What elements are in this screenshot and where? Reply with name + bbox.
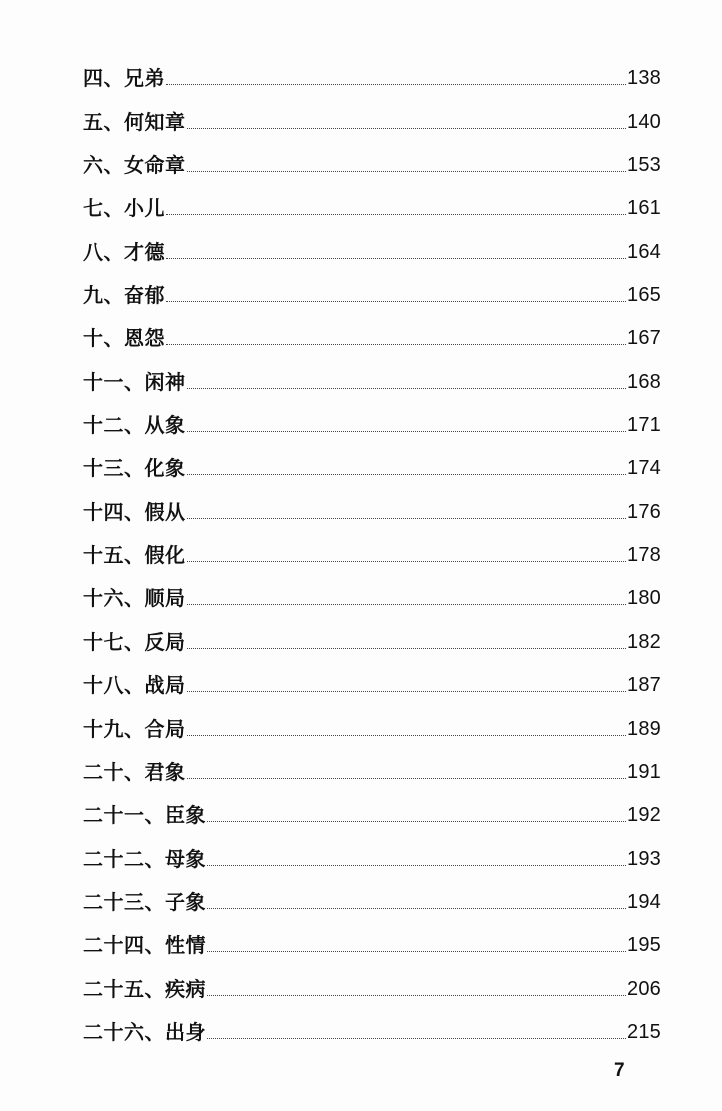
- toc-entry-page-number: 180: [627, 587, 661, 610]
- toc-entry-title: 十八、战局: [83, 673, 186, 698]
- toc-entry-title: 十三、化象: [83, 456, 186, 481]
- toc-entry-page-number: 171: [627, 414, 661, 437]
- toc-entry-title: 二十、君象: [83, 759, 186, 784]
- toc-entry-page-number: 167: [627, 327, 661, 350]
- toc-entry: [83, 1007, 661, 1050]
- dot-leader: [207, 951, 626, 952]
- toc-entry-page-number: 153: [627, 154, 661, 177]
- toc-entry-page-number: 165: [627, 284, 661, 307]
- toc-entry: [83, 616, 661, 659]
- toc-entry-title: 五、何知章: [83, 109, 186, 134]
- toc-entry: [83, 833, 661, 876]
- toc-entry-title: 十五、假化: [83, 543, 186, 568]
- toc-entry-title: 九、奋郁: [83, 283, 165, 308]
- table-of-contents: [83, 53, 661, 1050]
- toc-entry-title: 十六、顺局: [83, 586, 186, 611]
- toc-entry: [83, 660, 661, 703]
- toc-entry-title: 十、恩怨: [83, 326, 165, 351]
- dot-leader: [187, 604, 627, 605]
- toc-entry-page-number: 192: [627, 804, 661, 827]
- toc-entry-page-number: 195: [627, 934, 661, 957]
- toc-entry-title: 六、女命章: [83, 153, 186, 178]
- toc-entry: [83, 356, 661, 399]
- dot-leader: [187, 474, 627, 475]
- dot-leader: [187, 388, 627, 389]
- dot-leader: [187, 691, 627, 692]
- toc-entry-page-number: 193: [627, 847, 661, 870]
- toc-entry-title: 十七、反局: [83, 629, 186, 654]
- dot-leader: [187, 518, 627, 519]
- dot-leader: [187, 171, 627, 172]
- toc-entry-page-number: 161: [627, 197, 661, 220]
- toc-entry: [83, 877, 661, 920]
- toc-entry-page-number: 178: [627, 544, 661, 567]
- dot-leader: [187, 778, 627, 779]
- toc-entry: [83, 790, 661, 833]
- dot-leader: [207, 995, 626, 996]
- toc-entry: [83, 400, 661, 443]
- toc-entry-title: 二十三、子象: [83, 889, 206, 914]
- toc-entry-page-number: 189: [627, 717, 661, 740]
- toc-entry-title: 八、才德: [83, 239, 165, 264]
- toc-entry: [83, 486, 661, 529]
- toc-entry-page-number: 164: [627, 240, 661, 263]
- dot-leader: [207, 865, 626, 866]
- toc-entry: [83, 530, 661, 573]
- toc-entry: [83, 920, 661, 963]
- toc-entry: [83, 703, 661, 746]
- toc-entry: [83, 53, 661, 96]
- toc-entry: [83, 140, 661, 183]
- dot-leader: [187, 128, 627, 129]
- dot-leader: [187, 431, 627, 432]
- toc-entry-title: 四、兄弟: [83, 66, 165, 91]
- toc-entry: [83, 443, 661, 486]
- dot-leader: [166, 84, 626, 85]
- dot-leader: [166, 301, 626, 302]
- toc-entry: [83, 270, 661, 313]
- toc-entry: [83, 963, 661, 1006]
- toc-entry: [83, 96, 661, 139]
- toc-entry-title: 二十一、臣象: [83, 803, 206, 828]
- toc-entry-page-number: 187: [627, 674, 661, 697]
- toc-entry-title: 十四、假从: [83, 499, 186, 524]
- dot-leader: [207, 908, 626, 909]
- toc-entry: [83, 313, 661, 356]
- dot-leader: [187, 735, 627, 736]
- toc-entry: [83, 226, 661, 269]
- dot-leader: [166, 258, 626, 259]
- toc-entry-title: 十一、闲神: [83, 369, 186, 394]
- toc-entry-page-number: 191: [627, 760, 661, 783]
- toc-entry-title: 十九、合局: [83, 716, 186, 741]
- toc-entry-page-number: 182: [627, 630, 661, 653]
- dot-leader: [207, 1038, 626, 1039]
- page-number: 7: [614, 1060, 625, 1081]
- dot-leader: [207, 821, 626, 822]
- toc-entry-title: 十二、从象: [83, 413, 186, 438]
- dot-leader: [166, 344, 626, 345]
- dot-leader: [187, 648, 627, 649]
- toc-entry-title: 二十四、性情: [83, 933, 206, 958]
- toc-entry-page-number: 168: [627, 370, 661, 393]
- dot-leader: [166, 214, 626, 215]
- toc-entry: [83, 183, 661, 226]
- toc-entry-page-number: 140: [627, 110, 661, 133]
- toc-entry-page-number: 174: [627, 457, 661, 480]
- toc-entry-page-number: 176: [627, 500, 661, 523]
- dot-leader: [187, 561, 627, 562]
- toc-entry-page-number: 138: [627, 67, 661, 90]
- toc-entry: [83, 747, 661, 790]
- toc-entry-title: 二十六、出身: [83, 1019, 206, 1044]
- toc-entry-title: 七、小儿: [83, 196, 165, 221]
- toc-entry: [83, 573, 661, 616]
- toc-entry-page-number: 194: [627, 890, 661, 913]
- toc-entry-page-number: 215: [627, 1020, 661, 1043]
- toc-entry-title: 二十二、母象: [83, 846, 206, 871]
- toc-entry-page-number: 206: [627, 977, 661, 1000]
- toc-entry-title: 二十五、疾病: [83, 976, 206, 1001]
